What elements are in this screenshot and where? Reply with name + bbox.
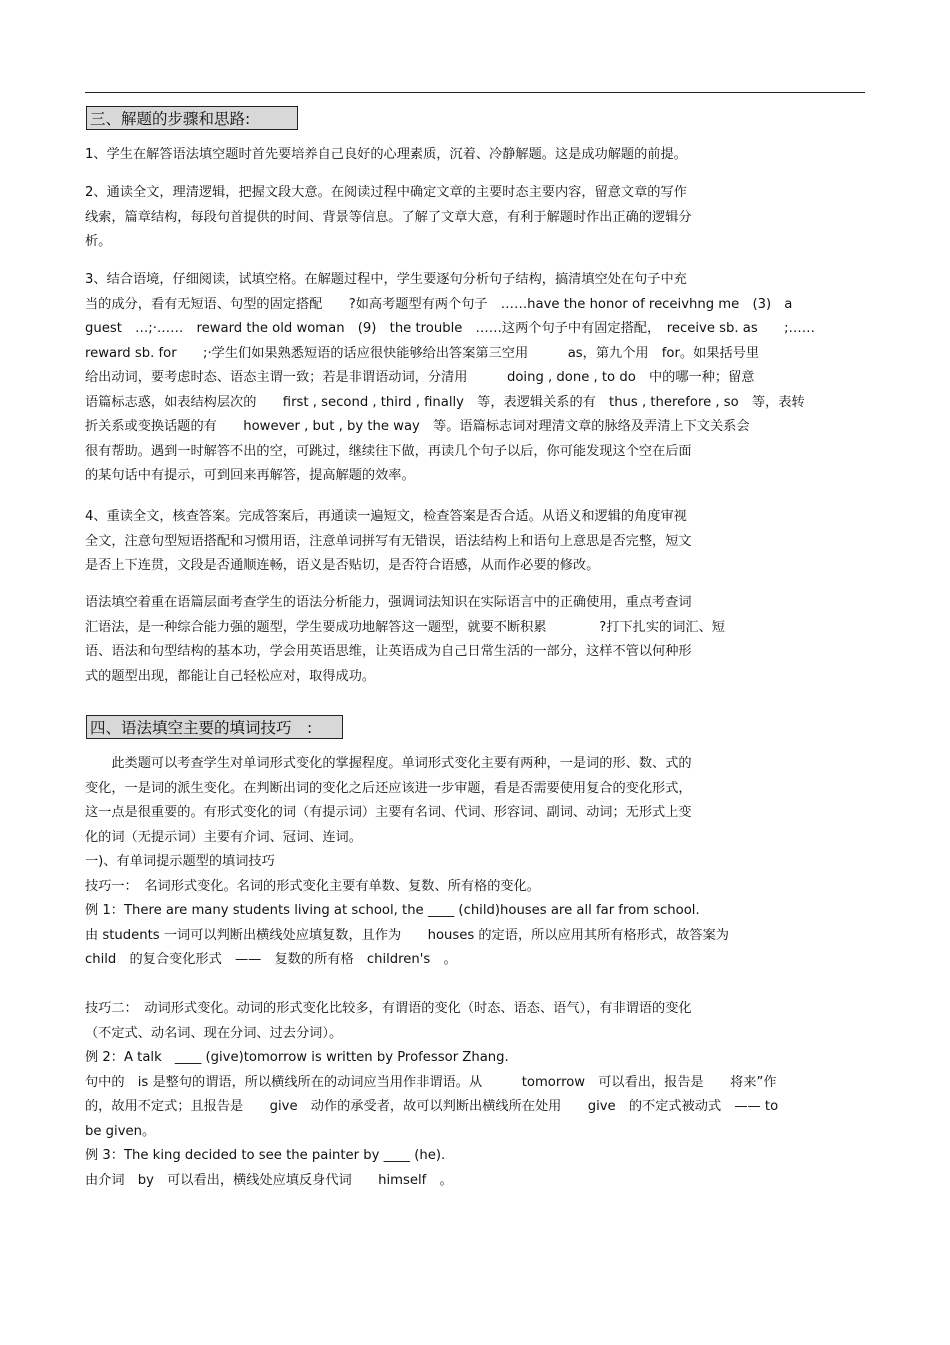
- text-line: 句中的 is 是整句的谓语，所以横线所在的动词应当用作非谓语。从 tomorrow 可以看出，报告是 将来”作: [85, 1074, 777, 1090]
- text-line: 的某句话中有提示，可到回来再解答，提高解题的效率。: [85, 468, 415, 483]
- summary-paragraph: [85, 591, 725, 689]
- text-line: 线索，篇章结构，每段句首提供的时间、背景等信息。了解了文章大意，有利于解题时作出正确的逻辑分: [85, 209, 692, 225]
- technique-1-line: 技巧一： 名词形式变化。名词的形式变化主要有单数、复数、所有格的变化。: [85, 878, 540, 894]
- text-line: 全文，注意句型短语搭配和习惯用语，注意单词拼写有无错误，语法结构上和语句上意思是否完整，短文: [85, 533, 692, 549]
- text-line: 这一点是很重要的。有形式变化的词（有提示词）主要有名词、代词、形容词、副词、动词；无形式上变: [85, 805, 692, 820]
- text-line: 的，故用不定式；且报告是 give 动作的承受者，故可以判断出横线所在处用 give 的不定式被动式 —— to: [85, 1099, 779, 1114]
- text-line: 式的题型出现，都能让自己轻松应对，取得成功。: [85, 668, 376, 684]
- text-line: 此类题可以考查学生对单词形式变化的掌握程度。单词形式变化主要有两种，一是词的形、数、式的: [85, 756, 692, 771]
- text-line: 是否上下连贯，文段是否通顺连畅，语义是否贴切，是否符合语感，从而作必要的修改。: [85, 558, 600, 573]
- technique-2-line: 技巧二： 动词形式变化。动词的形式变化比较多，有谓语的变化（时态、语态、语气），有非谓语的变化: [85, 1001, 692, 1016]
- example-2: 例 2：A talk ____ (give)tomorrow is written by Professor Zhang.: [85, 1050, 509, 1065]
- text-line: 很有帮助。遇到一时解答不出的空，可跳过，继续往下做，再读几个句子以后，你可能发现这个空在后面: [85, 443, 692, 459]
- text-line: 4、重读全文，核查答案。完成答案后，再通读一遍短文，检查答案是否合适。从语义和逻辑的角度审视: [85, 509, 687, 524]
- text-line: 变化，一是词的派生变化。在判断出词的变化之后还应该进一步审题，看是否需要使用复合的变化形式，: [85, 780, 692, 796]
- text-line: （不定式、动名词、现在分词、过去分词）。: [85, 1025, 343, 1041]
- text-line: 语篇标志惑，如表结构层次的 first , second , third , finally 等，表逻辑关系的有 thus , therefore , so 等，表转: [85, 394, 805, 410]
- text-line: 2、通读全文，理清逻辑，把握文段大意。在阅读过程中确定文章的主要时态主要内容，留意文章的写作: [85, 185, 687, 200]
- text-line: 语法填空着重在语篇层面考查学生的语法分析能力，强调词法知识在实际语言中的正确使用，重点考查词: [85, 595, 692, 610]
- text-line: 1、学生在解答语法填空题时首先要培养自己良好的心理素质，沉着、冷静解题。这是成功解题的前提。: [85, 147, 687, 162]
- blank-line: [85, 973, 778, 998]
- step-1-paragraph: [85, 143, 687, 168]
- text-line: 给出动词，要考虑时态、语态主谓一致；若是非谓语动词，分清用 doing , done , to do 中的哪一种；留意: [85, 370, 755, 385]
- text-line: reward sb. for ;·学生们如果熟悉短语的话应很快能够给出答案第三空用 as，第九个用 for。如果括号里: [85, 345, 760, 361]
- step-2-paragraph: [85, 181, 692, 255]
- text-line: 化的词（无提示词）主要有介词、冠词、连词。: [85, 829, 362, 845]
- section-4-heading: 四、语法填空主要的填词技巧 :: [86, 715, 343, 739]
- text-line: 汇语法，是一种综合能力强的题型，学生要成功地解答这一题型，就要不断积累 ?打下扎实的词汇、短: [85, 619, 725, 635]
- text-line: 语、语法和句型结构的基本功，学会用英语思维，让英语成为自己日常生活的一部分，这样不管以何种形: [85, 644, 692, 659]
- example-1: 例 1：There are many students living at school, the ____ (child)houses are all far from school.: [85, 903, 700, 918]
- text-line: 由介词 by 可以看出，横线处应填反身代词 himself 。: [85, 1172, 453, 1188]
- sub-heading: 一)、有单词提示题型的填词技巧: [85, 854, 275, 869]
- step-3-paragraph: [85, 268, 815, 489]
- text-line: 3、结合语境，仔细阅读，试填空格。在解题过程中，学生要逐句分析句子结构，搞清填空处在句子中充: [85, 272, 687, 287]
- text-line: 由 students 一词可以判断出横线处应填复数，且作为 houses 的定语，所以应用其所有格形式，故答案为: [85, 927, 729, 943]
- text-line: 当的成分，看有无短语、句型的固定搭配 ?如高考题型有两个句子 ……have the honor of receivhng me (3) a: [85, 296, 793, 312]
- text-line: child 的复合变化形式 —— 复数的所有格 children's 。: [85, 952, 457, 967]
- text-line: 折关系或变换话题的有 however , but , by the way 等。语篇标志词对理清文章的脉络及弄清上下文关系会: [85, 419, 750, 434]
- top-rule: [85, 92, 865, 93]
- section-4-body: [85, 752, 778, 1193]
- example-3: 例 3：The king decided to see the painter by ____ (he).: [85, 1148, 446, 1163]
- text-line: 析。: [85, 234, 112, 249]
- step-4-paragraph: [85, 505, 692, 579]
- section-3-heading: 三、解题的步骤和思路:: [86, 106, 298, 130]
- text-line: be given。: [85, 1123, 156, 1139]
- text-line: guest …;·…… reward the old woman (9) the trouble ……这两个句子中有固定搭配， receive sb. as ;……: [85, 321, 815, 336]
